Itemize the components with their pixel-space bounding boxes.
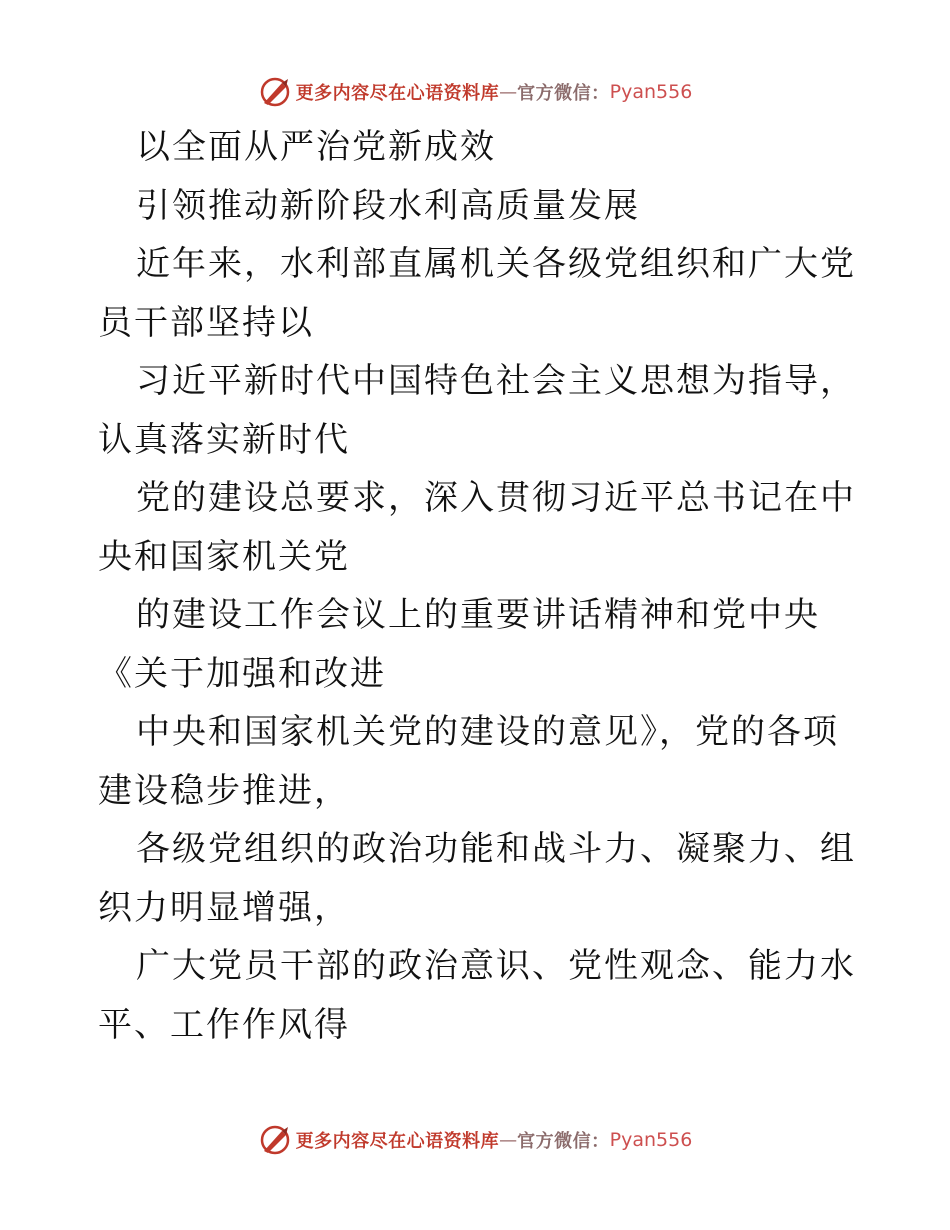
banner-separator: —: [499, 81, 518, 103]
quill-pen-logo-icon: [258, 1123, 292, 1157]
footer-banner: [0, 1120, 950, 1160]
quill-pen-logo-icon: [258, 75, 292, 109]
banner-separator: —: [499, 1129, 518, 1151]
banner-brand-text: 更多内容尽在心语资料库: [295, 1131, 500, 1152]
banner-brand-text: 更多内容尽在心语资料库: [295, 83, 500, 104]
banner-wechat-label: 官方微信：: [517, 1131, 610, 1152]
title-line-2: 引领推动新阶段水利高质量发展: [136, 185, 640, 226]
paragraph-line-1: 近年来，水利部直属机关各级党组织和广大党员干部坚持以: [98, 244, 856, 343]
header-banner: [0, 72, 950, 112]
document-body: [98, 118, 858, 1054]
paragraph-line-6: 各级党组织的政治功能和战斗力、凝聚力、组织力明显增强，: [98, 829, 856, 928]
banner-wechat-id: Pyan556: [609, 81, 693, 103]
paragraph-line-2: 习近平新时代中国特色社会主义思想为指导，认真落实新时代: [98, 361, 856, 460]
paragraph-line-5: 中央和国家机关党的建设的意见》，党的各项建设稳步推进，: [98, 712, 839, 811]
banner-wechat-id: Pyan556: [609, 1129, 693, 1151]
paragraph-line-7: 广大党员干部的政治意识、党性观念、能力水平、工作作风得: [98, 946, 856, 1045]
banner-wechat-label: 官方微信：: [517, 83, 610, 104]
paragraph-line-3: 党的建设总要求，深入贯彻习近平总书记在中央和国家机关党: [98, 478, 856, 577]
title-line-1: 以全面从严治党新成效: [136, 127, 496, 167]
paragraph-line-4: 的建设工作会议上的重要讲话精神和党中央《关于加强和改进: [98, 595, 820, 694]
